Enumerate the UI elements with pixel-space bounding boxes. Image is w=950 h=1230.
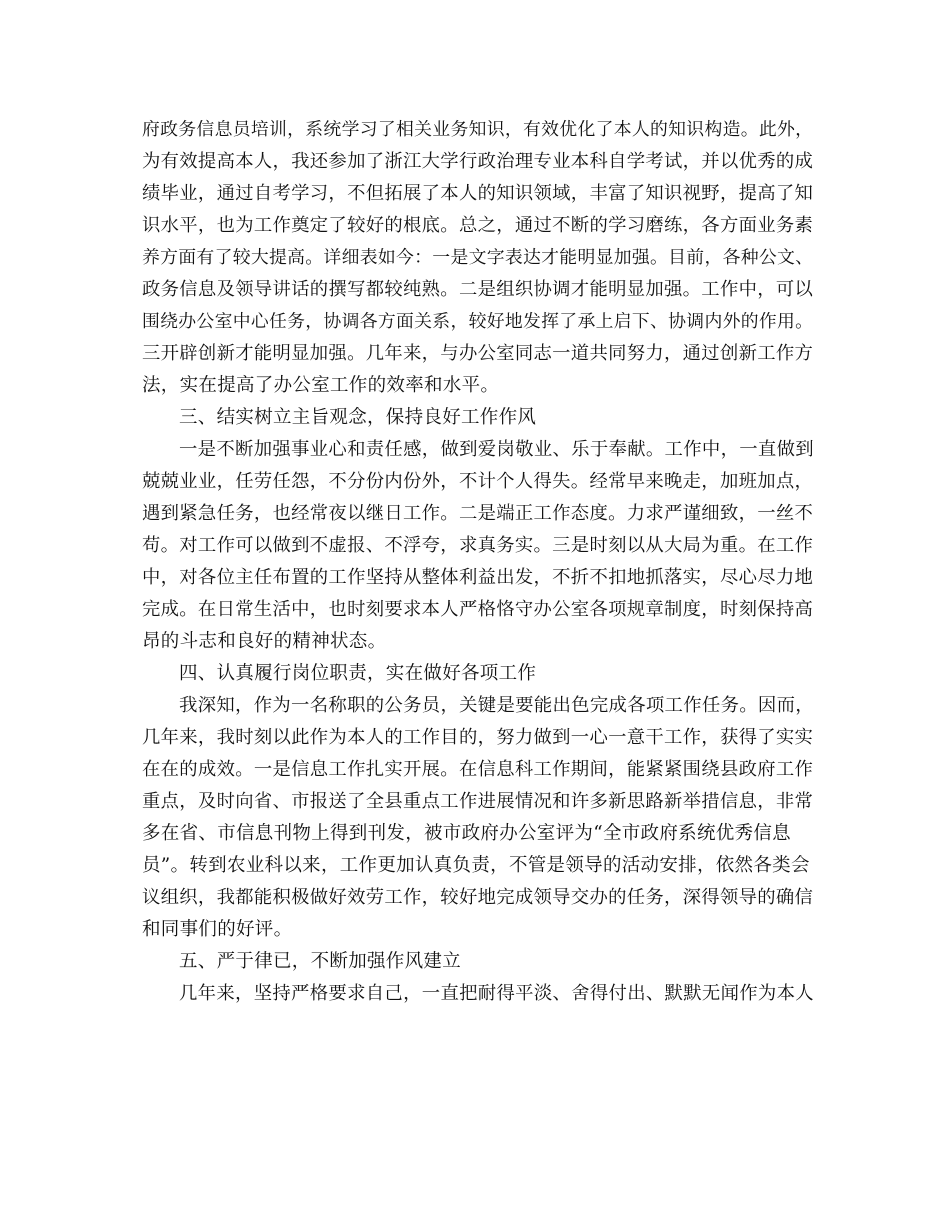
text-line: 重点，及时向省、市报送了全县重点工作进展情况和许多新思路新举措信息，非常 [142,791,814,812]
paragraph-first-line: 一是不断加强事业心和责任感，做到爱岗敬业、乐于奉献。工作中，一直做到 [179,439,814,460]
paragraph-first-line: 五、严于律已，不断加强作风建立 [179,951,462,972]
text-line: 中，对各位主任布置的工作坚持从整体利益出发，不折不扣地抓落实，尽心尽力地 [142,567,814,588]
text-line: 多在省、市信息刊物上得到刊发，被市政府办公室评为“全市政府系统优秀信息 [142,823,791,844]
text-line: 几年来，我时刻以此作为本人的工作目的，努力做到一心一意干工作，获得了实实 [142,727,814,748]
text-line: 遇到紧急任务，也经常夜以继日工作。二是端正工作态度。力求严谨细致，一丝不 [142,503,814,524]
text-line: 绩毕业，通过自考学习，不但拓展了本人的知识领域，丰富了知识视野，提高了知 [142,183,814,204]
paragraph-first-line: 三、结实树立主旨观念，保持良好工作作风 [179,407,537,428]
text-line: 兢兢业业，任劳任怨，不分份内份外，不计个人得失。经常早来晚走，加班加点， [142,471,814,492]
text-line: 议组织，我都能积极做好效劳工作，较好地完成领导交办的任务，深得领导的确信 [142,887,814,908]
document-body [142,114,817,1010]
text-line: 为有效提高本人，我还参加了浙江大学行政治理专业本科自学考试，并以优秀的成 [142,151,814,172]
text-line: 在在的成效。一是信息工作扎实开展。在信息科工作期间，能紧紧围绕县政府工作 [142,759,814,780]
text-line: 围绕办公室中心任务，协调各方面关系，较好地发挥了承上启下、协调内外的作用。 [142,311,814,332]
text-line: 识水平，也为工作奠定了较好的根底。总之，通过不断的学习磨练，各方面业务素 [142,215,814,236]
text-line: 养方面有了较大提高。详细表如今：一是文字表达才能明显加强。目前，各种公文、 [142,247,814,268]
text-line: 员”。转到农业科以来，工作更加认真负责，不管是领导的活动安排，依然各类会 [142,855,810,876]
text-line: 法，实在提高了办公室工作的效率和水平。 [142,375,500,396]
text-line: 昂的斗志和良好的精神状态。 [142,631,387,652]
text-line: 苟。对工作可以做到不虚报、不浮夸，求真务实。三是时刻以从大局为重。在工作 [142,535,814,556]
text-line: 三开辟创新才能明显加强。几年来，与办公室同志一道共同努力，通过创新工作方 [142,343,814,364]
text-line: 政务信息及领导讲话的撰写都较纯熟。二是组织协调才能明显加强。工作中，可以 [142,279,814,300]
paragraph-first-line: 四、认真履行岗位职责，实在做好各项工作 [179,663,537,684]
text-line: 完成。在日常生活中，也时刻要求本人严格恪守办公室各项规章制度，时刻保持高 [142,599,814,620]
text-line: 府政务信息员培训，系统学习了相关业务知识，有效优化了本人的知识构造。此外， [142,119,814,140]
paragraph-first-line: 几年来，坚持严格要求自己，一直把耐得平淡、舍得付出、默默无闻作为本人 [179,983,814,1004]
text-line: 和同事们的好评。 [142,919,293,940]
paragraph-first-line: 我深知，作为一名称职的公务员，关键是要能出色完成各项工作任务。因而， [179,695,814,716]
